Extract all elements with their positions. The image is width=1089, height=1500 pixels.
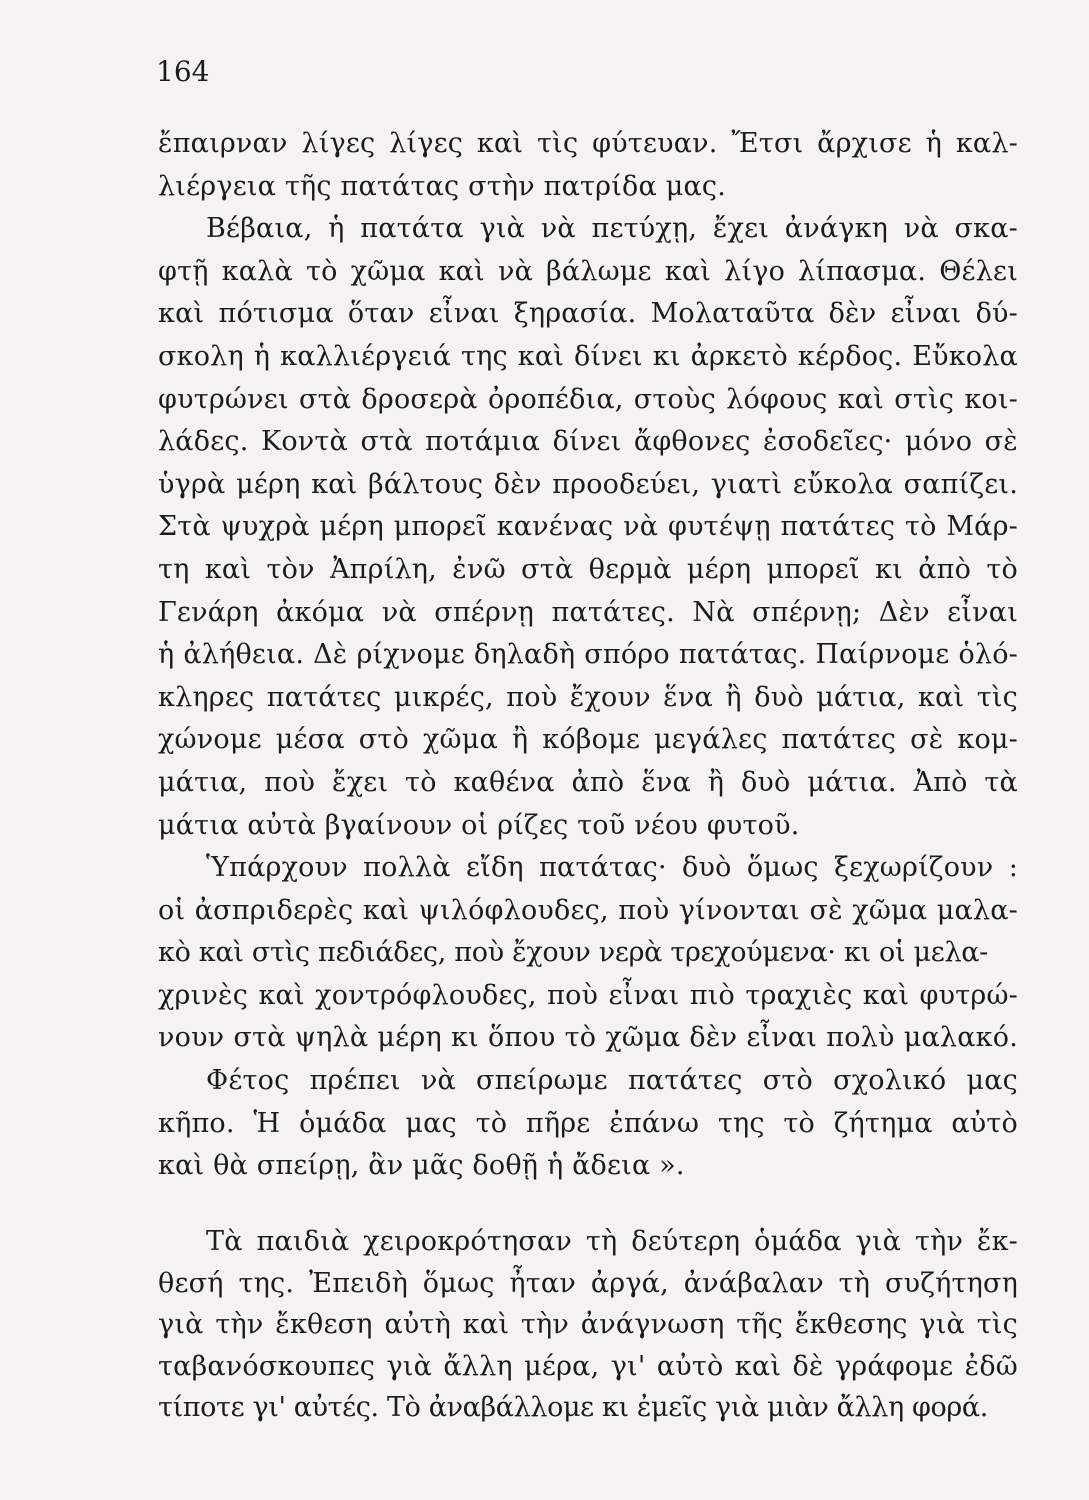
text-line: Ὑπάρχουν πολλὰ εἴδη πατάτας· δυὸ ὅμως ξεχωρίζουν : <box>206 852 1018 884</box>
text-line: φτῇ καλὰ τὸ χῶμα καὶ νὰ βάλωμε καὶ λίγο λίπασμα. Θέλει <box>158 255 1018 287</box>
text-line: φυτρώνει στὰ δροσερὰ ὀροπέδια, στοὺς λόφους καὶ στὶς κοι- <box>158 383 1018 415</box>
text-line: τη καὶ τὸν Ἀπρίλη, ἐνῶ στὰ θερμὰ μέρη μπορεῖ κι ἀπὸ τὸ <box>158 553 1018 585</box>
text-line: κληρες πατάτες μικρές, ποὺ ἔχουν ἕνα ἢ δυὸ μάτια, καὶ τὶς <box>158 681 1018 713</box>
text-line: χρινὲς καὶ χοντρόφλουδες, ποὺ εἶναι πιὸ τραχιὲς καὶ φυτρώ- <box>158 979 1018 1011</box>
page-number: 164 <box>156 55 210 88</box>
text-line: σκολη ἡ καλλιέργειά της καὶ δίνει κι ἀρκετὸ κέρδος. Εὔκολα <box>158 340 1018 372</box>
text-line: καὶ πότισμα ὅταν εἶναι ξηρασία. Μολαταῦτα δὲν εἶναι δύ- <box>158 298 1018 330</box>
text-line: οἱ ἀσπριδερὲς καὶ ψιλόφλουδες, ποὺ γίνονται σὲ χῶμα μαλα- <box>158 894 1018 926</box>
text-line: λάδες. Κοντὰ στὰ ποτάμια δίνει ἄφθονες ἐσοδεῖες· μόνο σὲ <box>158 426 1018 458</box>
text-line: Φέτος πρέπει νὰ σπείρωμε πατάτες στὸ σχολικό μας <box>206 1065 1018 1097</box>
text-line: Γενάρη ἀκόμα νὰ σπέρνῃ πατάτες. Νὰ σπέρνῃ; Δὲν εἶναι <box>158 596 1018 628</box>
text-line: μάτια αὐτὰ βγαίνουν οἱ ρίζες τοῦ νέου φυτοῦ. <box>158 809 800 841</box>
text-line: χώνομε μέσα στὸ χῶμα ἢ κόβομε μεγάλες πατάτες σὲ κομ- <box>158 724 1018 756</box>
text-line: καὶ θὰ σπείρῃ, ἂν μᾶς δοθῇ ἡ ἄδεια ». <box>158 1150 685 1182</box>
text-line: ἔπαιρναν λίγες λίγες καὶ τὶς φύτευαν. Ἔτσι ἄρχισε ἡ καλ- <box>158 128 1018 159</box>
text-line: θεσή της. Ἐπειδὴ ὅμως ἦταν ἀργά, ἀνάβαλαν τὴ συζήτηση <box>158 1267 1018 1299</box>
text-line: λιέργεια τῆς πατάτας στὴν πατρίδα μας. <box>158 170 726 202</box>
text-line: Τὰ παιδιὰ χειροκρότησαν τὴ δεύτερη ὁμάδα γιὰ τὴν ἔκ- <box>206 1226 1018 1257</box>
text-line: νουν στὰ ψηλὰ μέρη κι ὅπου τὸ χῶμα δὲν εἶναι πολὺ μαλακό. <box>158 1022 1018 1054</box>
text-line: ταβανόσκουπες γιὰ ἄλλη μέρα, γι' αὐτὸ καὶ δὲ γράφομε ἐδῶ <box>158 1350 1018 1382</box>
closing-paragraph <box>158 1221 1018 1429</box>
body-text <box>158 123 1018 1188</box>
text-line: τίποτε γι' αὐτές. Τὸ ἀναβάλλομε κι ἐμεῖς γιὰ μιὰν ἄλλη φορά. <box>158 1392 988 1424</box>
text-line: ὑγρὰ μέρη καὶ βάλτους δὲν προοδεύει, γιατὶ εὔκολα σαπίζει. <box>158 468 1018 500</box>
text-line: κῆπο. Ἡ ὁμάδα μας τὸ πῆρε ἐπάνω της τὸ ζήτημα αὐτὸ <box>158 1107 1018 1139</box>
text-line: ἡ ἀλήθεια. Δὲ ρίχνομε δηλαδὴ σπόρο πατάτας. Παίρνομε ὁλό- <box>158 639 1018 671</box>
text-line: Βέβαια, ἡ πατάτα γιὰ νὰ πετύχῃ, ἔχει ἀνάγκη νὰ σκα- <box>206 213 1018 245</box>
text-line: Στὰ ψυχρὰ μέρη μπορεῖ κανένας νὰ φυτέψῃ πατάτες τὸ Μάρ- <box>158 511 1018 543</box>
text-line: κὸ καὶ στὶς πεδιάδες, ποὺ ἔχουν νερὰ τρεχούμενα· κι οἱ μελα- <box>158 937 988 969</box>
text-line: μάτια, ποὺ ἔχει τὸ καθένα ἀπὸ ἕνα ἢ δυὸ μάτια. Ἀπὸ τὰ <box>158 766 1018 798</box>
text-line: γιὰ τὴν ἔκθεση αὐτὴ καὶ τὴν ἀνάγνωση τῆς ἔκθεσης γιὰ τὶς <box>158 1309 1018 1341</box>
